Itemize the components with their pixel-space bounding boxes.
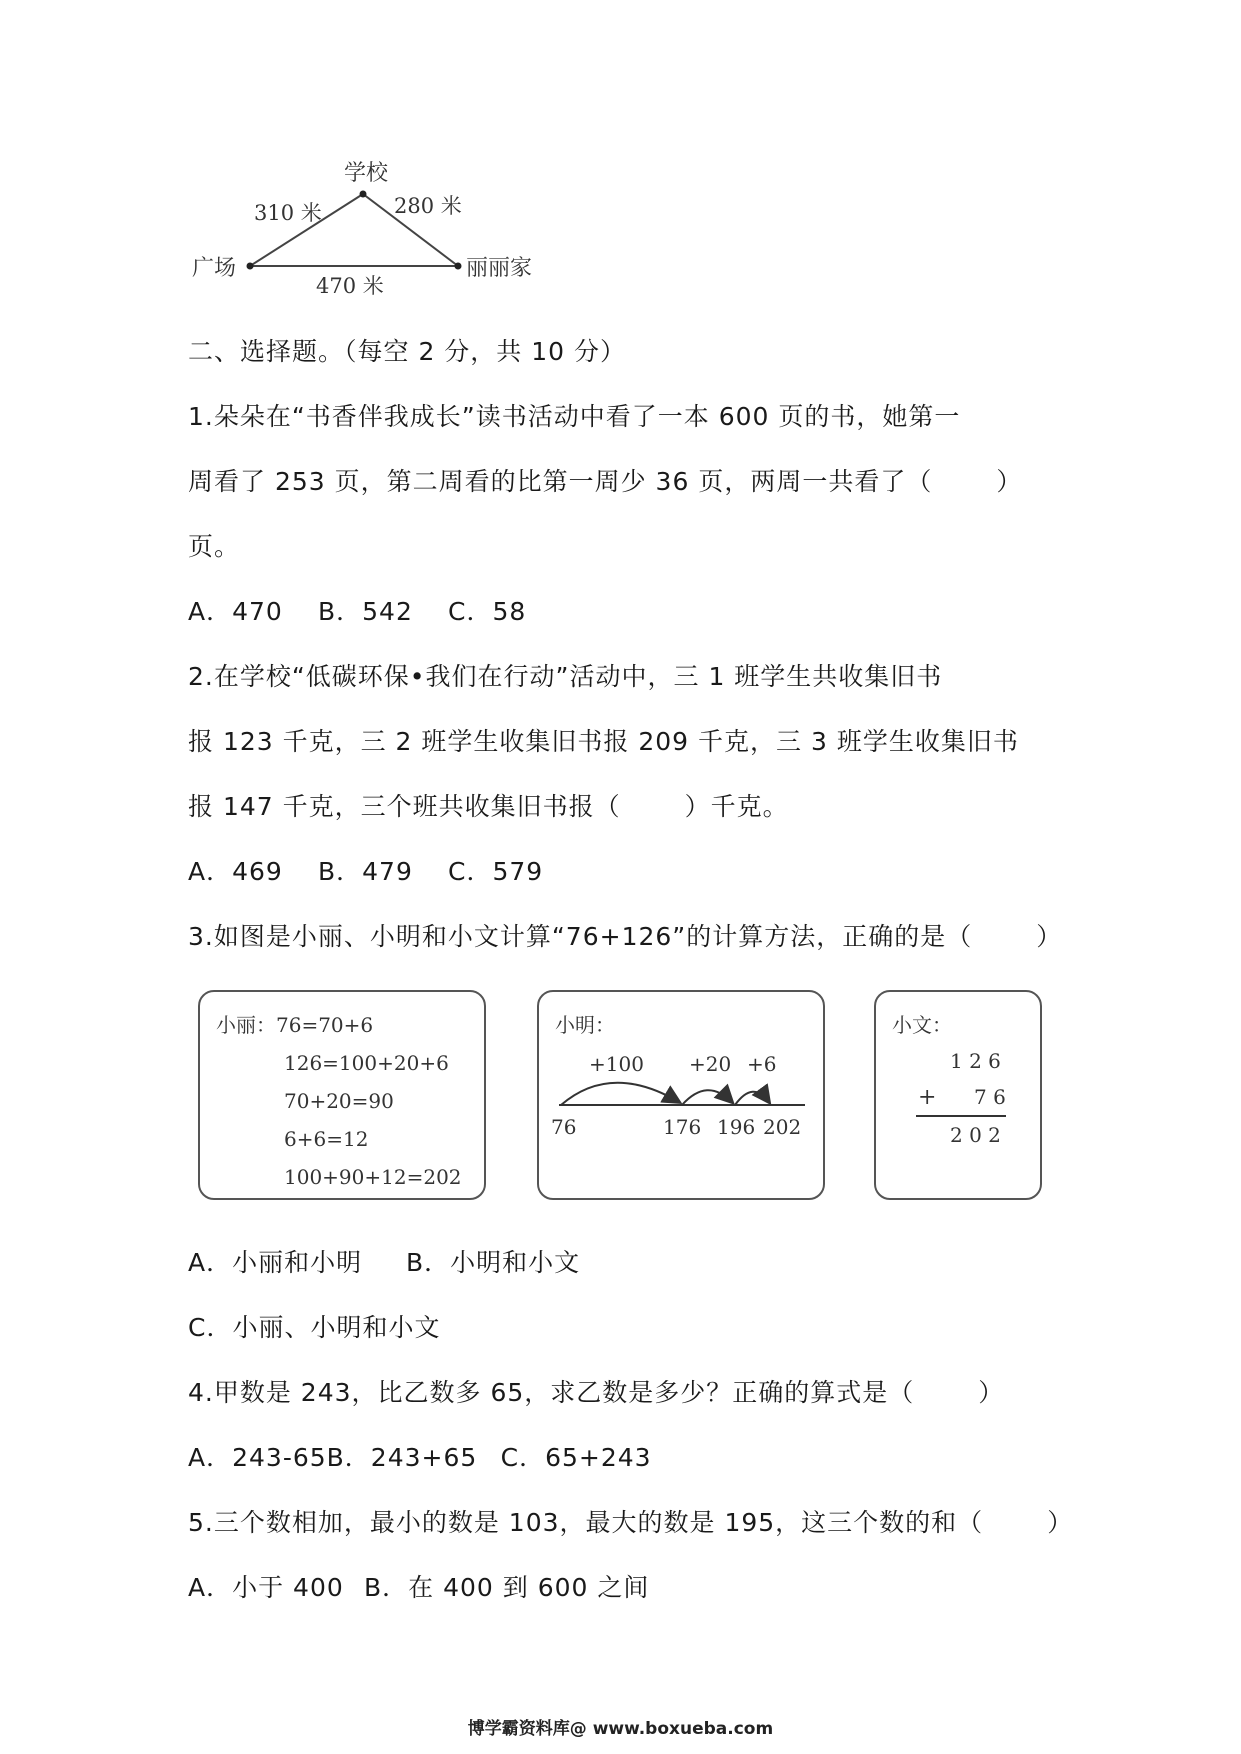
xiaoli-method-box	[198, 990, 486, 1200]
q3-options-ab	[188, 1243, 580, 1279]
point-home	[455, 263, 462, 270]
xiaoli-line1: 126=100+20+6	[284, 1051, 449, 1075]
q2-line3-text: 报 147 千克，三个班共收集旧书报（	[188, 792, 621, 821]
xiaowen-result: 2 0 2	[950, 1123, 1001, 1147]
tick-label-176: 176	[663, 1115, 702, 1139]
q2-line3	[188, 787, 789, 823]
xiaoli-title: 小丽：76=70+6	[216, 1013, 374, 1037]
q4-option-a[interactable]: A．243-65	[188, 1443, 327, 1472]
q1-option-c[interactable]: C．58	[448, 597, 527, 626]
q4-line1-text: 4.甲数是 243，比乙数多 65，求乙数是多少？正确的算式是（	[188, 1378, 915, 1407]
xiaowen-vertical-addition	[876, 992, 1040, 1198]
q5-options	[188, 1568, 649, 1604]
q2-line1: 2.在学校“低碳环保•我们在行动”活动中，三 1 班学生共收集旧书	[188, 662, 943, 691]
q2-line3-tail: ）千克。	[684, 792, 789, 821]
xiaoli-line2: 70+20=90	[284, 1089, 394, 1113]
jump-arc-6	[735, 1092, 769, 1105]
tick-label-196: 196	[717, 1115, 756, 1139]
label-school: 学校	[344, 161, 389, 186]
point-square	[247, 263, 254, 270]
xiaowen-top-number: 1 2 6	[950, 1049, 1001, 1073]
xiaowen-title: 小文：	[892, 1013, 952, 1037]
xiaoming-number-line	[539, 992, 823, 1198]
label-right-edge: 280 米	[394, 194, 462, 218]
q3-line1	[188, 917, 1062, 953]
point-school	[360, 191, 367, 198]
jump-label-20: +20	[689, 1052, 732, 1076]
q1-line3: 页。	[188, 532, 241, 561]
label-left-edge: 310 米	[254, 201, 322, 225]
jump-label-100: +100	[589, 1052, 644, 1076]
xiaowen-addend: 7 6	[974, 1085, 1006, 1109]
q2-option-a[interactable]: A．469	[188, 857, 283, 886]
xiaoli-method-content	[200, 992, 484, 1198]
q5-line1	[188, 1503, 1073, 1539]
q1-close-paren: ）	[996, 467, 1023, 496]
q1-options	[188, 592, 526, 628]
q5-close-paren: ）	[1047, 1508, 1074, 1537]
triangle-diagram	[180, 150, 560, 300]
section-heading: 二、选择题。（每空 2 分，共 10 分）	[188, 337, 627, 366]
jump-arc-100	[561, 1083, 679, 1105]
xiaoli-line4: 100+90+12=202	[284, 1165, 462, 1189]
q1-line2-text: 周看了 253 页，第二周看的比第一周少 36 页，两周一共看了（	[188, 467, 933, 496]
xiaowen-method-box	[874, 990, 1042, 1200]
label-home: 丽丽家	[466, 256, 533, 281]
q3-option-b[interactable]: B．小明和小文	[406, 1248, 581, 1277]
tick-label-76: 76	[551, 1115, 577, 1139]
q5-option-b[interactable]: B．在 400 到 600 之间	[364, 1573, 650, 1602]
q3-option-a[interactable]: A．小丽和小明	[188, 1248, 363, 1277]
q4-close-paren: ）	[978, 1378, 1005, 1407]
q4-options	[188, 1438, 652, 1474]
q4-option-c[interactable]: C．65+243	[500, 1443, 652, 1472]
q1-line1: 1.朵朵在“书香伴我成长”读书活动中看了一本 600 页的书，她第一	[188, 402, 961, 431]
q4-option-b[interactable]: B．243+65	[326, 1443, 478, 1472]
tick-label-202: 202	[763, 1115, 802, 1139]
q2-option-b[interactable]: B．479	[318, 857, 413, 886]
q2-line2: 报 123 千克，三 2 班学生收集旧书报 209 千克，三 3 班学生收集旧书	[188, 727, 1019, 756]
jump-arc-20	[682, 1090, 732, 1105]
q1-line2	[188, 462, 1022, 498]
jump-label-6: +6	[747, 1052, 777, 1076]
q4-line1	[188, 1373, 1004, 1409]
xiaoming-title: 小明：	[555, 1013, 615, 1037]
footer-watermark: 博学霸资料库@ www.boxueba.com	[467, 1719, 774, 1739]
q1-option-a[interactable]: A．470	[188, 597, 283, 626]
label-bottom-edge: 470 米	[316, 274, 384, 298]
label-square: 广场	[192, 256, 237, 281]
q5-option-a[interactable]: A．小于 400	[188, 1573, 344, 1602]
q2-options	[188, 852, 543, 888]
q3-line1-text: 3.如图是小丽、小明和小文计算“76+126”的计算方法，正确的是（	[188, 922, 973, 951]
q2-option-c[interactable]: C．579	[448, 857, 544, 886]
xiaoli-line3: 6+6=12	[284, 1127, 369, 1151]
q1-option-b[interactable]: B．542	[318, 597, 413, 626]
q3-close-paren: ）	[1036, 922, 1063, 951]
q5-line1-text: 5.三个数相加，最小的数是 103，最大的数是 195，这三个数的和（	[188, 1508, 984, 1537]
q3-option-c[interactable]: C．小丽、小明和小文	[188, 1313, 441, 1342]
xiaoming-method-box	[537, 990, 825, 1200]
xiaowen-plus-sign: +	[918, 1085, 937, 1110]
